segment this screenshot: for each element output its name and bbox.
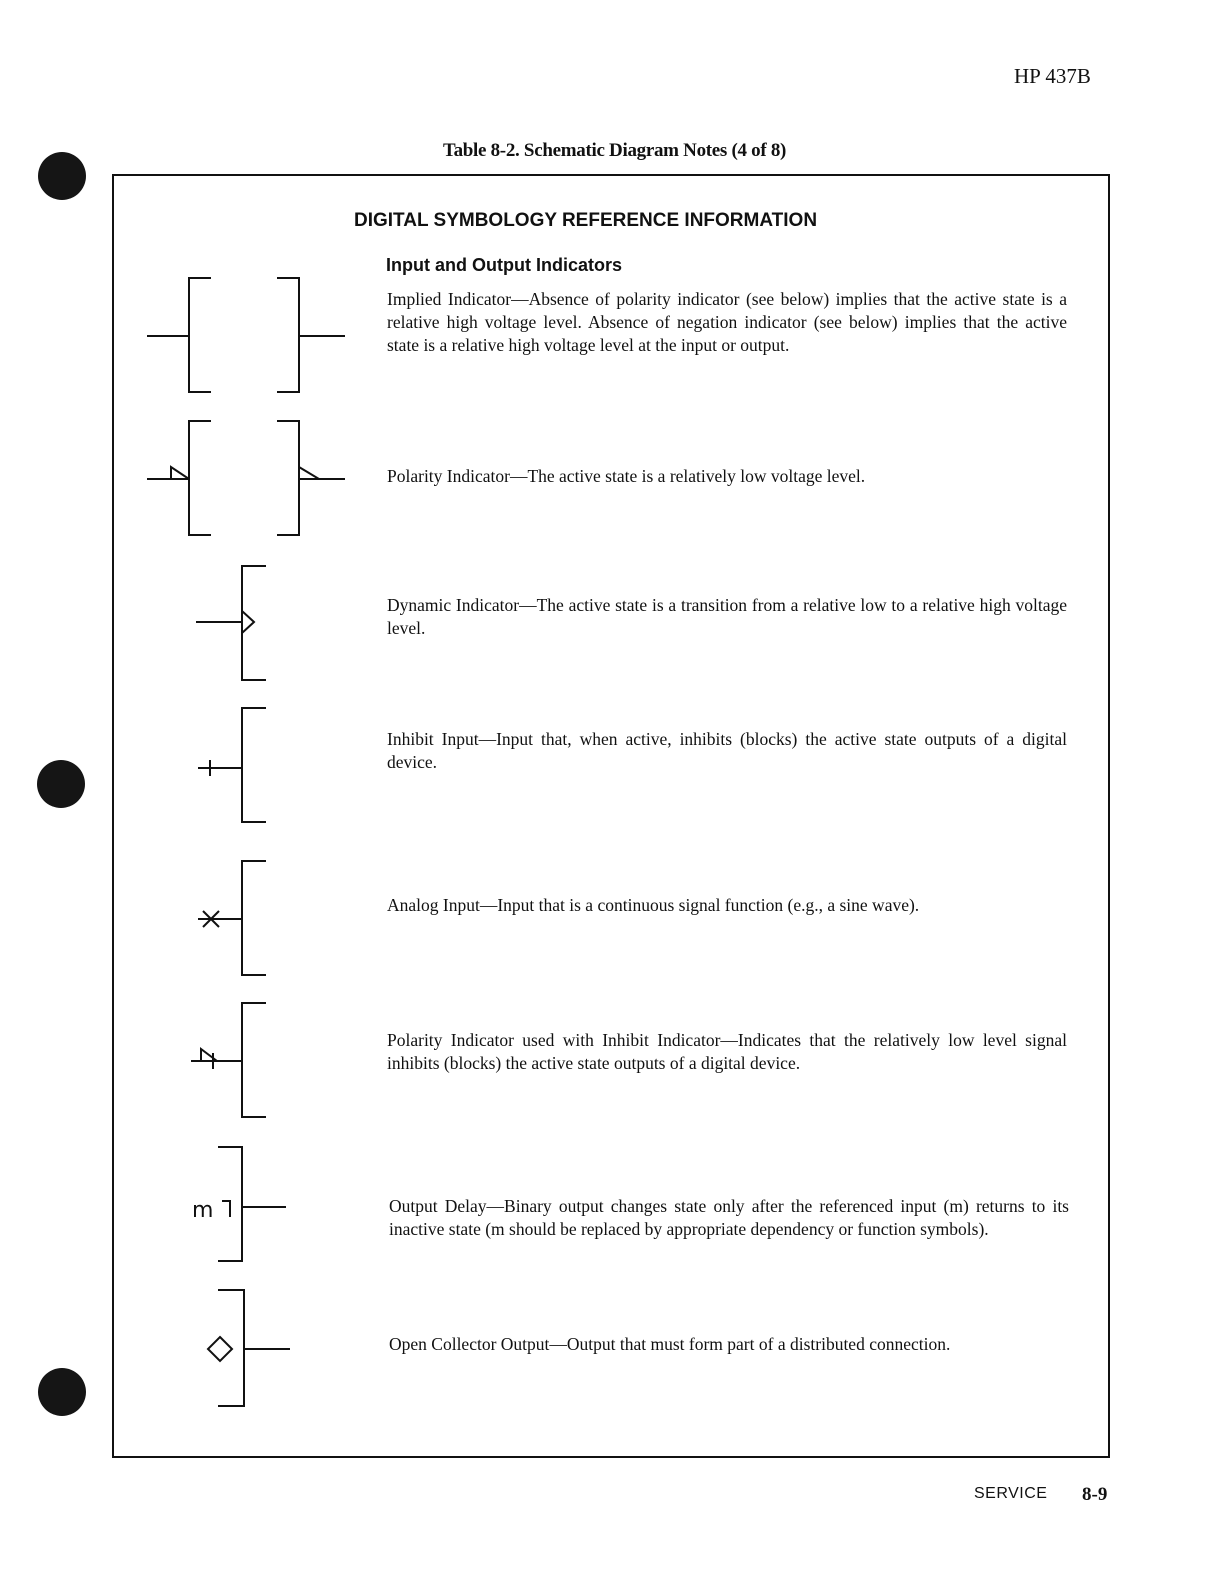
entry-description: Polarity Indicator used with Inhibit Indicator—Indicates that the relatively low level signal inhibits (blocks) the active state outputs of a digital device. <box>387 1030 1067 1073</box>
subsection-heading: Input and Output Indicators <box>386 255 622 275</box>
entry-description: Polarity Indicator—The active state is a relatively low voltage level. <box>387 466 866 486</box>
inhibit-input-symbol <box>196 706 276 826</box>
implied-indicator-symbol <box>145 276 350 396</box>
binder-hole-middle <box>37 760 85 808</box>
table-title: Table 8-2. Schematic Diagram Notes (4 of 8) <box>442 140 787 161</box>
binder-hole-bottom <box>38 1368 86 1416</box>
dynamic-indicator-symbol <box>194 564 274 684</box>
footer-section-label: SERVICE <box>974 1485 1048 1502</box>
section-heading: DIGITAL SYMBOLOGY REFERENCE INFORMATION <box>354 210 818 231</box>
entry-description: Output Delay—Binary output changes state only after the referenced input (m) returns to its inactive state (m should be replaced by appropriate dependency or function symbols). <box>389 1196 1069 1239</box>
output-delay-symbol <box>190 1145 290 1265</box>
entry-description: Analog Input—Input that is a continuous signal function (e.g., a sine wave). <box>387 895 920 915</box>
entry-description: Open Collector Output—Output that must form part of a distributed connection. <box>389 1334 951 1354</box>
open-collector-symbol <box>204 1288 294 1413</box>
delay-reference-label: m <box>192 1198 214 1223</box>
polarity-inhibit-symbol <box>189 1001 274 1121</box>
analog-input-symbol <box>196 859 276 979</box>
entry-description: Inhibit Input—Input that, when active, inhibits (blocks) the active state outputs of a digital device. <box>387 729 1067 772</box>
model-number: HP 437B <box>1014 64 1091 88</box>
page-number: 8-9 <box>1082 1484 1108 1505</box>
polarity-indicator-symbol <box>145 419 350 539</box>
entry-description: Dynamic Indicator—The active state is a transition from a relative low to a relative high voltage level. <box>387 595 1067 638</box>
entry-description: Implied Indicator—Absence of polarity indicator (see below) implies that the active state is a relative high voltage level. Absence of negation indicator (see below) implies that the active state is a relative high voltage level at the input or output. <box>387 289 1067 355</box>
